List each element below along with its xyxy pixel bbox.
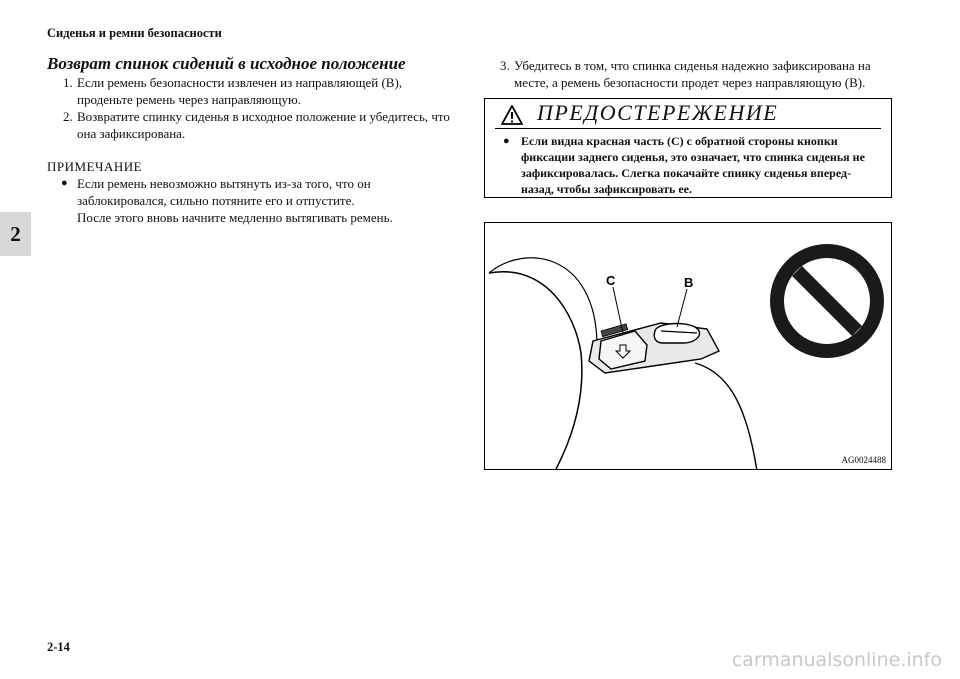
running-header: Сиденья и ремни безопасности: [47, 26, 222, 40]
bullet-icon: ●: [61, 177, 68, 189]
seat-cushion-outline: [489, 258, 597, 343]
prohibition-icon: [770, 244, 884, 358]
chapter-tab: 2: [0, 212, 31, 256]
step-number: 3.: [500, 58, 510, 73]
illustration-drawing: [485, 223, 892, 470]
bullet-icon: ●: [503, 135, 510, 147]
label-c: C: [606, 273, 616, 288]
section-heading: Возврат спинок сидений в исходное положение: [47, 54, 406, 73]
note-title: ПРИМЕЧАНИЕ: [47, 159, 143, 174]
step-text: Убедитесь в том, что спинка сиденья надежно зафиксирована на месте, а ремень безопасности продет через направляющую (B).: [514, 58, 871, 90]
step-text: Возвратите спинку сиденья в исходное положение и убедитесь, что она зафиксирована.: [77, 109, 450, 141]
trim-panel-edge: [695, 363, 757, 470]
watermark: carmanualsonline.info: [731, 649, 942, 671]
step-2: [47, 108, 457, 142]
note-item: [47, 175, 457, 226]
page-number: 2-14: [47, 640, 70, 654]
warning-text: Если видна красная часть (C) с обратной стороны кнопки фиксации заднего сиденья, это означает, что спинка сиденья не зафиксировалась. Слегка покачайте спинку сиденья вперед-назад, чтобы зафиксировать ее.: [521, 134, 865, 196]
step-text: Если ремень безопасности извлечен из направляющей (B), проденьте ремень через направляющую.: [77, 75, 403, 107]
leader-line-b: [677, 289, 687, 327]
step-1: [47, 74, 457, 108]
warning-item: [503, 133, 877, 197]
step-number: 2.: [63, 109, 73, 124]
seat-latch-illustration: [484, 222, 892, 470]
warning-box: [484, 98, 892, 198]
label-b: B: [684, 275, 694, 290]
step-3: [500, 57, 900, 91]
left-column: [47, 54, 457, 226]
warning-title: ПРЕДОСТЕРЕЖЕНИЕ: [537, 100, 779, 125]
warning-header: [485, 99, 891, 129]
note-text-continued: После этого вновь начните медленно вытягивать ремень.: [77, 210, 393, 225]
seat-back-outline: [489, 272, 582, 470]
figure-code: AG0024488: [841, 455, 886, 465]
step-number: 1.: [63, 75, 73, 90]
warning-triangle-icon: [501, 105, 523, 130]
note-text: Если ремень невозможно вытянуть из-за того, что он заблокировался, сильно потяните его и отпустите.: [77, 176, 371, 208]
warning-divider: [495, 128, 881, 129]
